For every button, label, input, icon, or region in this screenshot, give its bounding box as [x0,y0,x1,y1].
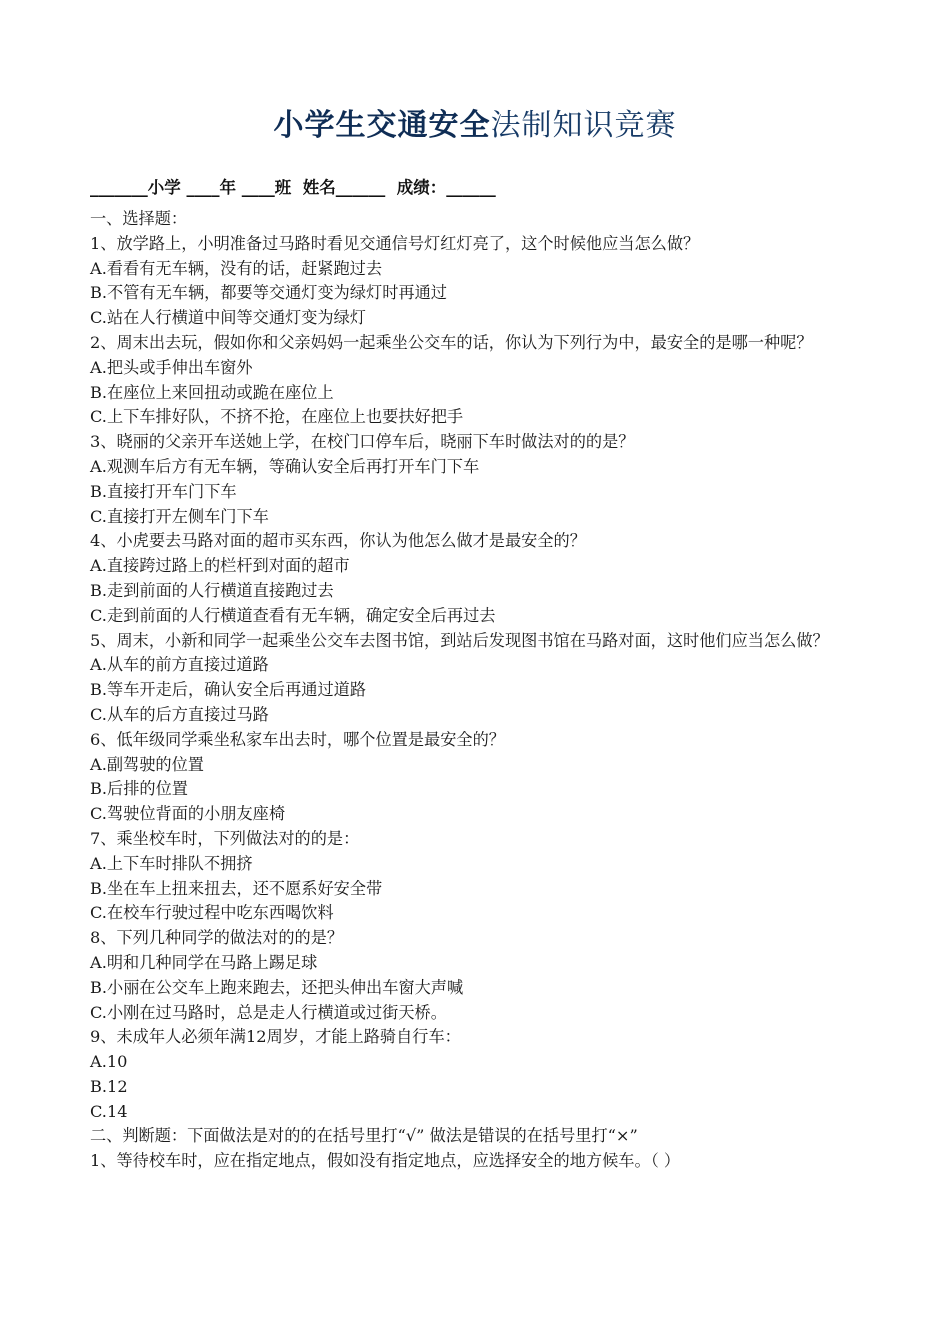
question-6-option-b: B.后排的位置 [90,779,188,799]
question-1-option-b: B.不管有无车辆，都要等交通灯变为绿灯时再通过 [90,283,447,303]
question-2: 2、周末出去玩，假如你和父亲妈妈一起乘坐公交车的话，你认为下列行为中，最安全的是哪一种呢？ [90,332,813,352]
section-heading-judgment: 二、判断题：下面做法是对的的在括号里打“√” 做法是错误的在括号里打“×” [90,1126,638,1146]
title-rest-part: 法制知识竞赛 [490,108,677,143]
question-7: 7、乘坐校车时，下列做法对的的是： [90,828,360,848]
question-8-option-b: B.小丽在公交车上跑来跑去，还把头伸出车窗大声喊 [90,977,464,997]
question-9-option-a: A.10 [90,1052,128,1072]
question-3-option-c: C.直接打开左侧车门下车 [90,506,269,526]
question-1-option-a: A.看看有无车辆，没有的话，赶紧跑过去 [90,258,383,278]
title-bold-part: 小学生交通安全 [273,108,491,143]
question-4: 4、小虎要去马路对面的超市买东西，你认为他怎么做才是最安全的？ [90,531,586,551]
question-3-option-b: B.直接打开车门下车 [90,481,237,501]
question-1: 1、放学路上，小明准备过马路时看见交通信号灯红灯亮了，这个时候他应当怎么做？ [90,233,700,253]
question-7-option-b: B.坐在车上扭来扭去，还不愿系好安全带 [90,878,383,898]
question-5: 5、周末，小新和同学一起乘坐公交车去图书馆，到站后发现图书馆在马路对面，这时他们应当怎么做？ [90,630,829,650]
question-2-option-b: B.在座位上来回扭动或跪在座位上 [90,382,334,402]
question-8: 8、下列几种同学的做法对的的是？ [90,928,344,948]
judgment-item-1: 1、等待校车时，应在指定地点，假如没有指定地点，应选择安全的地方候车。（ ） [90,1151,681,1171]
question-6: 6、低年级同学乘坐私家车出去时，哪个位置是最安全的？ [90,729,505,749]
question-6-option-a: A.副驾驶的位置 [90,754,204,774]
question-8-option-a: A.明和几种同学在马路上踢足球 [90,952,318,972]
question-4-option-b: B.走到前面的人行横道直接跑过去 [90,580,334,600]
question-2-option-a: A.把头或手伸出车窗外 [90,357,253,377]
question-5-option-b: B.等车开走后，确认安全后再通过道路 [90,680,367,700]
question-9-option-c: C.14 [90,1101,128,1121]
question-5-option-a: A.从车的前方直接过道路 [90,655,269,675]
section-heading-choice: 一、选择题： [90,209,188,228]
question-3-option-a: A.观测车后方有无车辆，等确认安全后再打开车门下车 [90,456,480,476]
question-4-option-c: C.走到前面的人行横道查看有无车辆，确定安全后再过去 [90,605,496,625]
question-8-option-c: C.小刚在过马路时，总是走人行横道或过街天桥。 [90,1002,447,1022]
student-info-line: _______小学 ____年 ____班 姓名______ 成绩：______ [90,178,496,197]
question-1-option-c: C.站在人行横道中间等交通灯变为绿灯 [90,308,366,328]
question-2-option-c: C.上下车排好队，不挤不抢，在座位上也要扶好把手 [90,407,464,427]
question-9-option-b: B.12 [90,1076,128,1096]
question-7-option-c: C.在校车行驶过程中吃东西喝饮料 [90,903,334,923]
question-3: 3、晓丽的父亲开车送她上学，在校门口停车后，晓丽下车时做法对的的是？ [90,432,635,452]
document-body [90,207,870,1174]
question-4-option-a: A.直接跨过路上的栏杆到对面的超市 [90,556,350,576]
question-7-option-a: A.上下车时排队不拥挤 [90,853,253,873]
question-5-option-c: C.从车的后方直接过马路 [90,704,269,724]
question-9: 9、未成年人必须年满12周岁，才能上路骑自行车： [90,1027,461,1047]
question-6-option-c: C.驾驶位背面的小朋友座椅 [90,804,286,824]
page-title [0,106,950,146]
